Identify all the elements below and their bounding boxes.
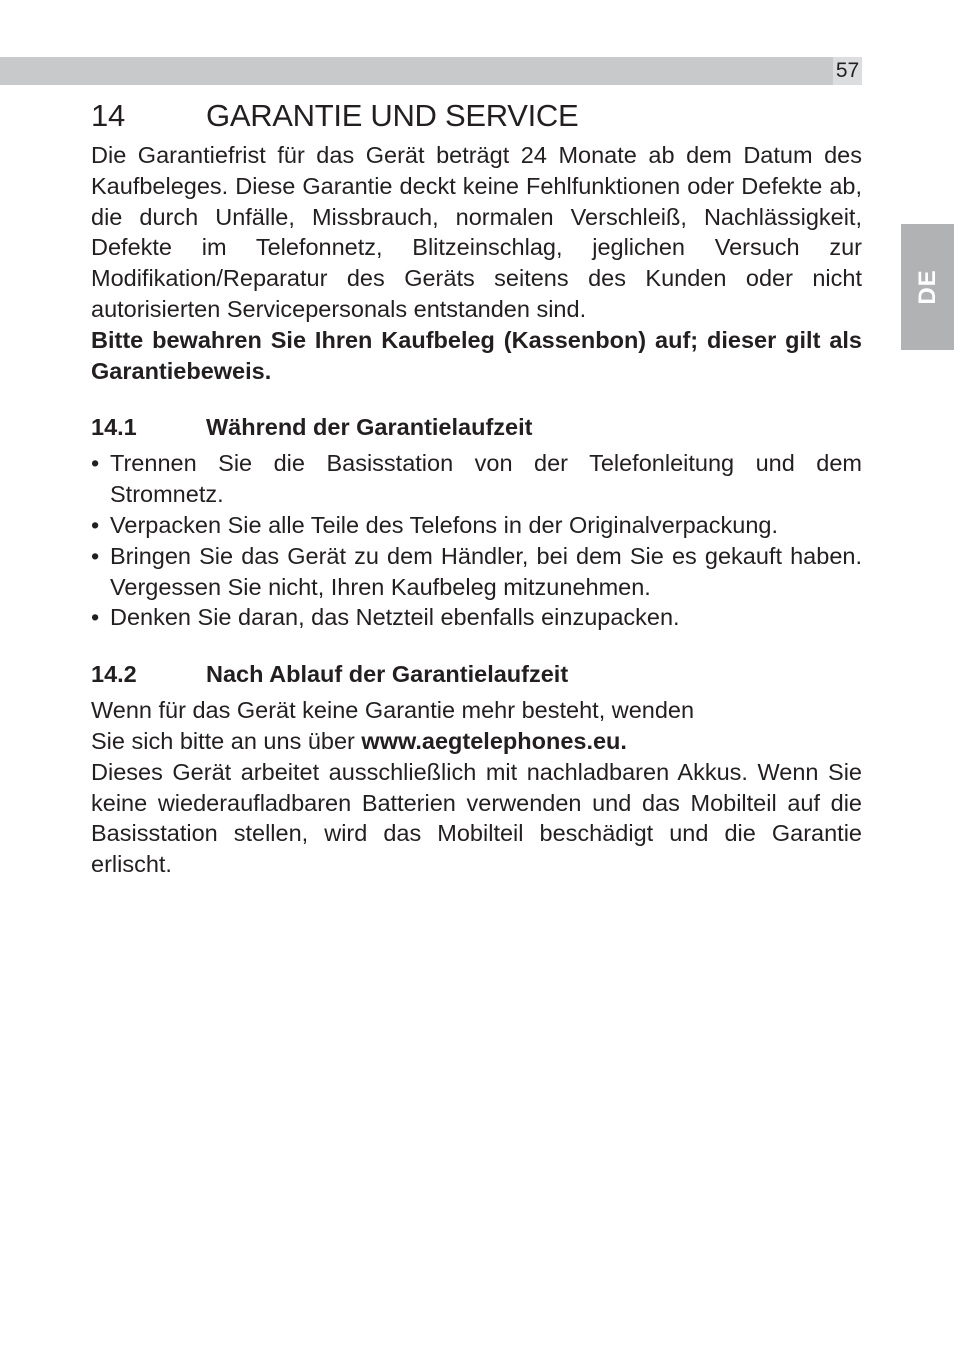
- after-warranty-paragraph: [91, 695, 862, 757]
- warranty-notice: Bitte bewahren Sie Ihren Kaufbeleg (Kassenbon) auf; dieser gilt als Garantiebeweis.: [91, 326, 862, 384]
- header-bar: [0, 57, 833, 85]
- section-title: GARANTIE UND SERVICE: [206, 98, 579, 133]
- contact-text: Sie sich bitte an uns über: [91, 727, 362, 754]
- list-item: • Trennen Sie die Basisstation von der Telefonleitung und dem Stromnetz.: [91, 448, 862, 510]
- language-tab: [901, 224, 954, 350]
- list-item: • Verpacken Sie alle Teile des Telefons in der Originalverpackung.: [91, 510, 862, 541]
- after-warranty-line: Wenn für das Gerät keine Garantie mehr besteht, wenden: [91, 697, 695, 724]
- after-warranty-contact-line: [91, 726, 862, 757]
- warranty-intro-paragraph: Die Garantiefrist für das Gerät beträgt 24 Monate ab dem Datum des Kaufbeleges. Diese Garantie deckt keine Fehlfunktionen oder Defekte ab, die durch Unfälle, Missbrauch, normalen Verschleiß, Nachlässigkeit, Defekte im Telefonnetz, Blitzeinschlag, jeglichen Versuch zur Modifikation/Reparatur des Geräts seitens des Kunden oder nicht autorisierten Servicepersonals entstanden sind.: [91, 142, 862, 322]
- page-content: [91, 96, 862, 880]
- section-number: 14: [91, 98, 125, 133]
- subsection-title: Nach Ablauf der Garantielaufzeit: [206, 661, 569, 688]
- page-number: 57: [833, 57, 862, 85]
- list-item: • Bringen Sie das Gerät zu dem Händler, bei dem Sie es gekauft haben. Vergessen Sie nicht, Ihren Kaufbeleg mitzunehmen.: [91, 541, 862, 603]
- subsection-title: Während der Garantielaufzeit: [206, 414, 533, 441]
- website-link[interactable]: www.aegtelephones.eu.: [361, 727, 627, 754]
- subsection-number: 14.2: [91, 661, 137, 688]
- section-heading: [91, 96, 862, 136]
- list-item: • Denken Sie daran, das Netzteil ebenfalls einzupacken.: [91, 602, 862, 633]
- subsection-heading-during-warranty: [91, 412, 862, 442]
- warranty-steps-list: [91, 448, 862, 633]
- battery-note-paragraph: Dieses Gerät arbeitet ausschließlich mit nachladbaren Akkus. Wenn Sie keine wiederaufladbaren Batterien verwenden und das Mobilteil auf die Basisstation stellen, wird das Mobilteil beschädigt und die Garantie erlischt.: [91, 758, 862, 878]
- language-tab-label: DE: [913, 269, 941, 305]
- subsection-heading-after-warranty: [91, 659, 862, 689]
- subsection-number: 14.1: [91, 414, 137, 441]
